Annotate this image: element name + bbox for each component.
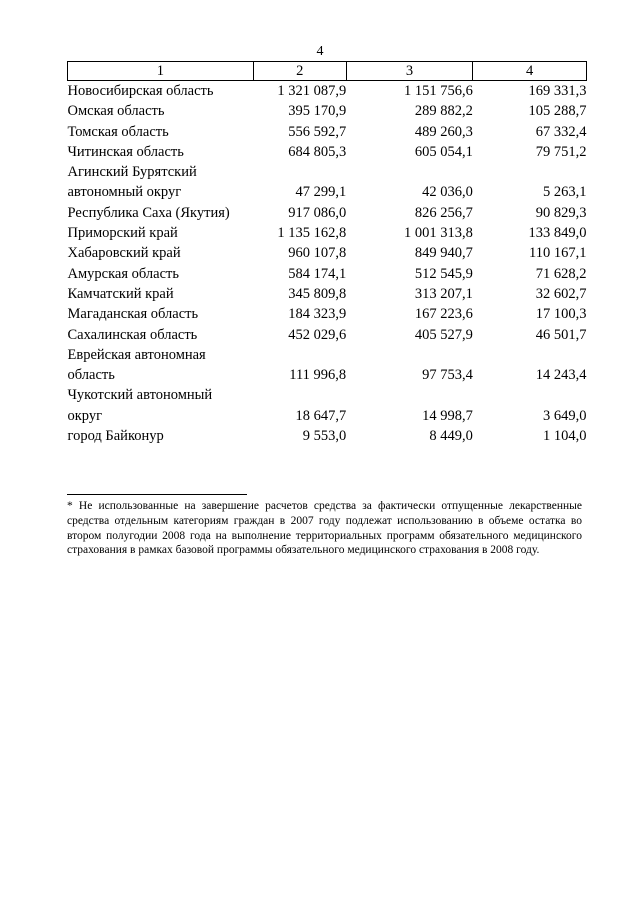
table-row [68,325,587,345]
value-col-2: 9 553,0 [302,428,347,445]
value-col-4: 71 628,2 [535,265,587,282]
value-col-3 [346,385,473,405]
table-row [68,385,587,405]
value-col-2: 18 647,7 [295,407,347,424]
data-table [67,61,587,446]
value-col-3: 849 940,7 [414,245,473,262]
value-col-3: 313 207,1 [414,285,473,302]
value-col-3: 97 753,4 [422,367,473,384]
table-row [68,162,587,182]
value-col-3: 42 036,0 [422,184,473,201]
table-row [68,223,587,243]
value-col-4: 1 104,0 [543,428,587,445]
value-col-4 [473,345,587,365]
region-name: Омская область [67,103,165,120]
value-col-4: 67 332,4 [535,123,587,140]
region-name: Читинская область [67,143,184,160]
value-col-2: 395 170,9 [288,103,347,120]
value-col-4: 110 167,1 [529,245,587,262]
column-header-3: 3 [346,62,473,81]
value-col-3 [346,345,473,365]
value-col-2: 452 029,6 [288,326,347,343]
value-col-4 [473,385,587,405]
value-col-4: 90 829,3 [535,204,587,221]
value-col-2: 1 321 087,9 [277,83,347,99]
value-col-4: 133 849,0 [528,225,587,242]
value-col-4: 3 649,0 [543,407,587,424]
value-col-3: 405 527,9 [414,326,473,343]
table-row [68,304,587,324]
table-body [68,81,587,447]
table-row [68,203,587,223]
value-col-3: 1 151 756,6 [403,83,473,99]
table-row [68,101,587,121]
value-col-4: 32 602,7 [535,285,587,302]
table-row [68,122,587,142]
value-col-3: 289 882,2 [414,103,473,120]
table-row [68,406,587,426]
region-name: Магаданская область [67,306,199,323]
value-col-3: 512 545,9 [414,265,473,282]
region-name: Агинский Бурятский [67,164,197,181]
region-name: Республика Саха (Якутия) [67,204,230,221]
value-col-2: 917 086,0 [288,204,347,221]
value-col-3 [346,162,473,182]
region-name: Камчатский край [67,285,174,302]
table-row [68,284,587,304]
value-col-4: 14 243,4 [535,367,587,384]
value-col-4: 46 501,7 [535,326,587,343]
region-name: Амурская область [67,265,179,282]
footnote-text: * Не использованные на завершение расчетов средства за фактически отпущенные лекарственные средства отдельным категориям граждан в 2007 году подлежат использованию в объеме остатка во втором полугодии 2008 года на выполнение территориальных программ обязательного медицинского страхования в рамках базовой программы обязательного медицинского страхования в 2008 году. [67,500,582,557]
value-col-4: 105 288,7 [528,103,587,120]
value-col-3: 167 223,6 [414,306,473,323]
value-col-4: 79 751,2 [535,143,587,160]
region-name: округ [67,407,103,424]
value-col-3: 605 054,1 [414,143,473,160]
value-col-3: 8 449,0 [429,428,473,445]
region-name: Еврейская автономная [67,346,206,363]
table-row [68,81,587,102]
column-header-1: 1 [68,62,254,81]
value-col-2: 584 174,1 [288,265,347,282]
page-number: 4 [316,44,324,59]
region-name: Приморский край [67,225,178,242]
region-name: область [67,367,115,384]
value-col-3: 14 998,7 [422,407,473,424]
value-col-2: 345 809,8 [288,285,347,302]
value-col-2: 1 135 162,8 [277,225,347,242]
value-col-4: 17 100,3 [535,306,587,323]
column-header-4: 4 [473,62,587,81]
footnote-divider [67,494,247,495]
value-col-2: 184 323,9 [288,306,347,323]
column-header-2: 2 [253,62,346,81]
value-col-4 [473,162,587,182]
table-row [68,264,587,284]
value-col-2: 556 592,7 [288,123,347,140]
region-name: Новосибирская область [67,83,214,99]
value-col-2 [253,385,346,405]
value-col-3: 1 001 313,8 [403,225,473,242]
value-col-2 [253,345,346,365]
region-name: автономный округ [67,184,182,201]
table-row [68,365,587,385]
header-row [68,62,587,81]
region-name: город Байконур [67,428,164,445]
region-name: Чукотский автономный [67,387,213,404]
value-col-2 [253,162,346,182]
table-row [68,243,587,263]
value-col-2: 684 805,3 [288,143,347,160]
value-col-3: 826 256,7 [414,204,473,221]
region-name: Хабаровский край [67,245,181,262]
table-row [68,426,587,446]
table-row [68,182,587,202]
value-col-2: 47 299,1 [295,184,347,201]
value-col-2: 960 107,8 [288,245,347,262]
region-name: Томская область [67,123,169,140]
value-col-3: 489 260,3 [414,123,473,140]
value-col-2: 111 996,8 [289,367,347,384]
value-col-4: 169 331,3 [528,83,587,99]
region-name: Сахалинская область [67,326,198,343]
value-col-4: 5 263,1 [543,184,587,201]
table-row [68,345,587,365]
table-row [68,142,587,162]
